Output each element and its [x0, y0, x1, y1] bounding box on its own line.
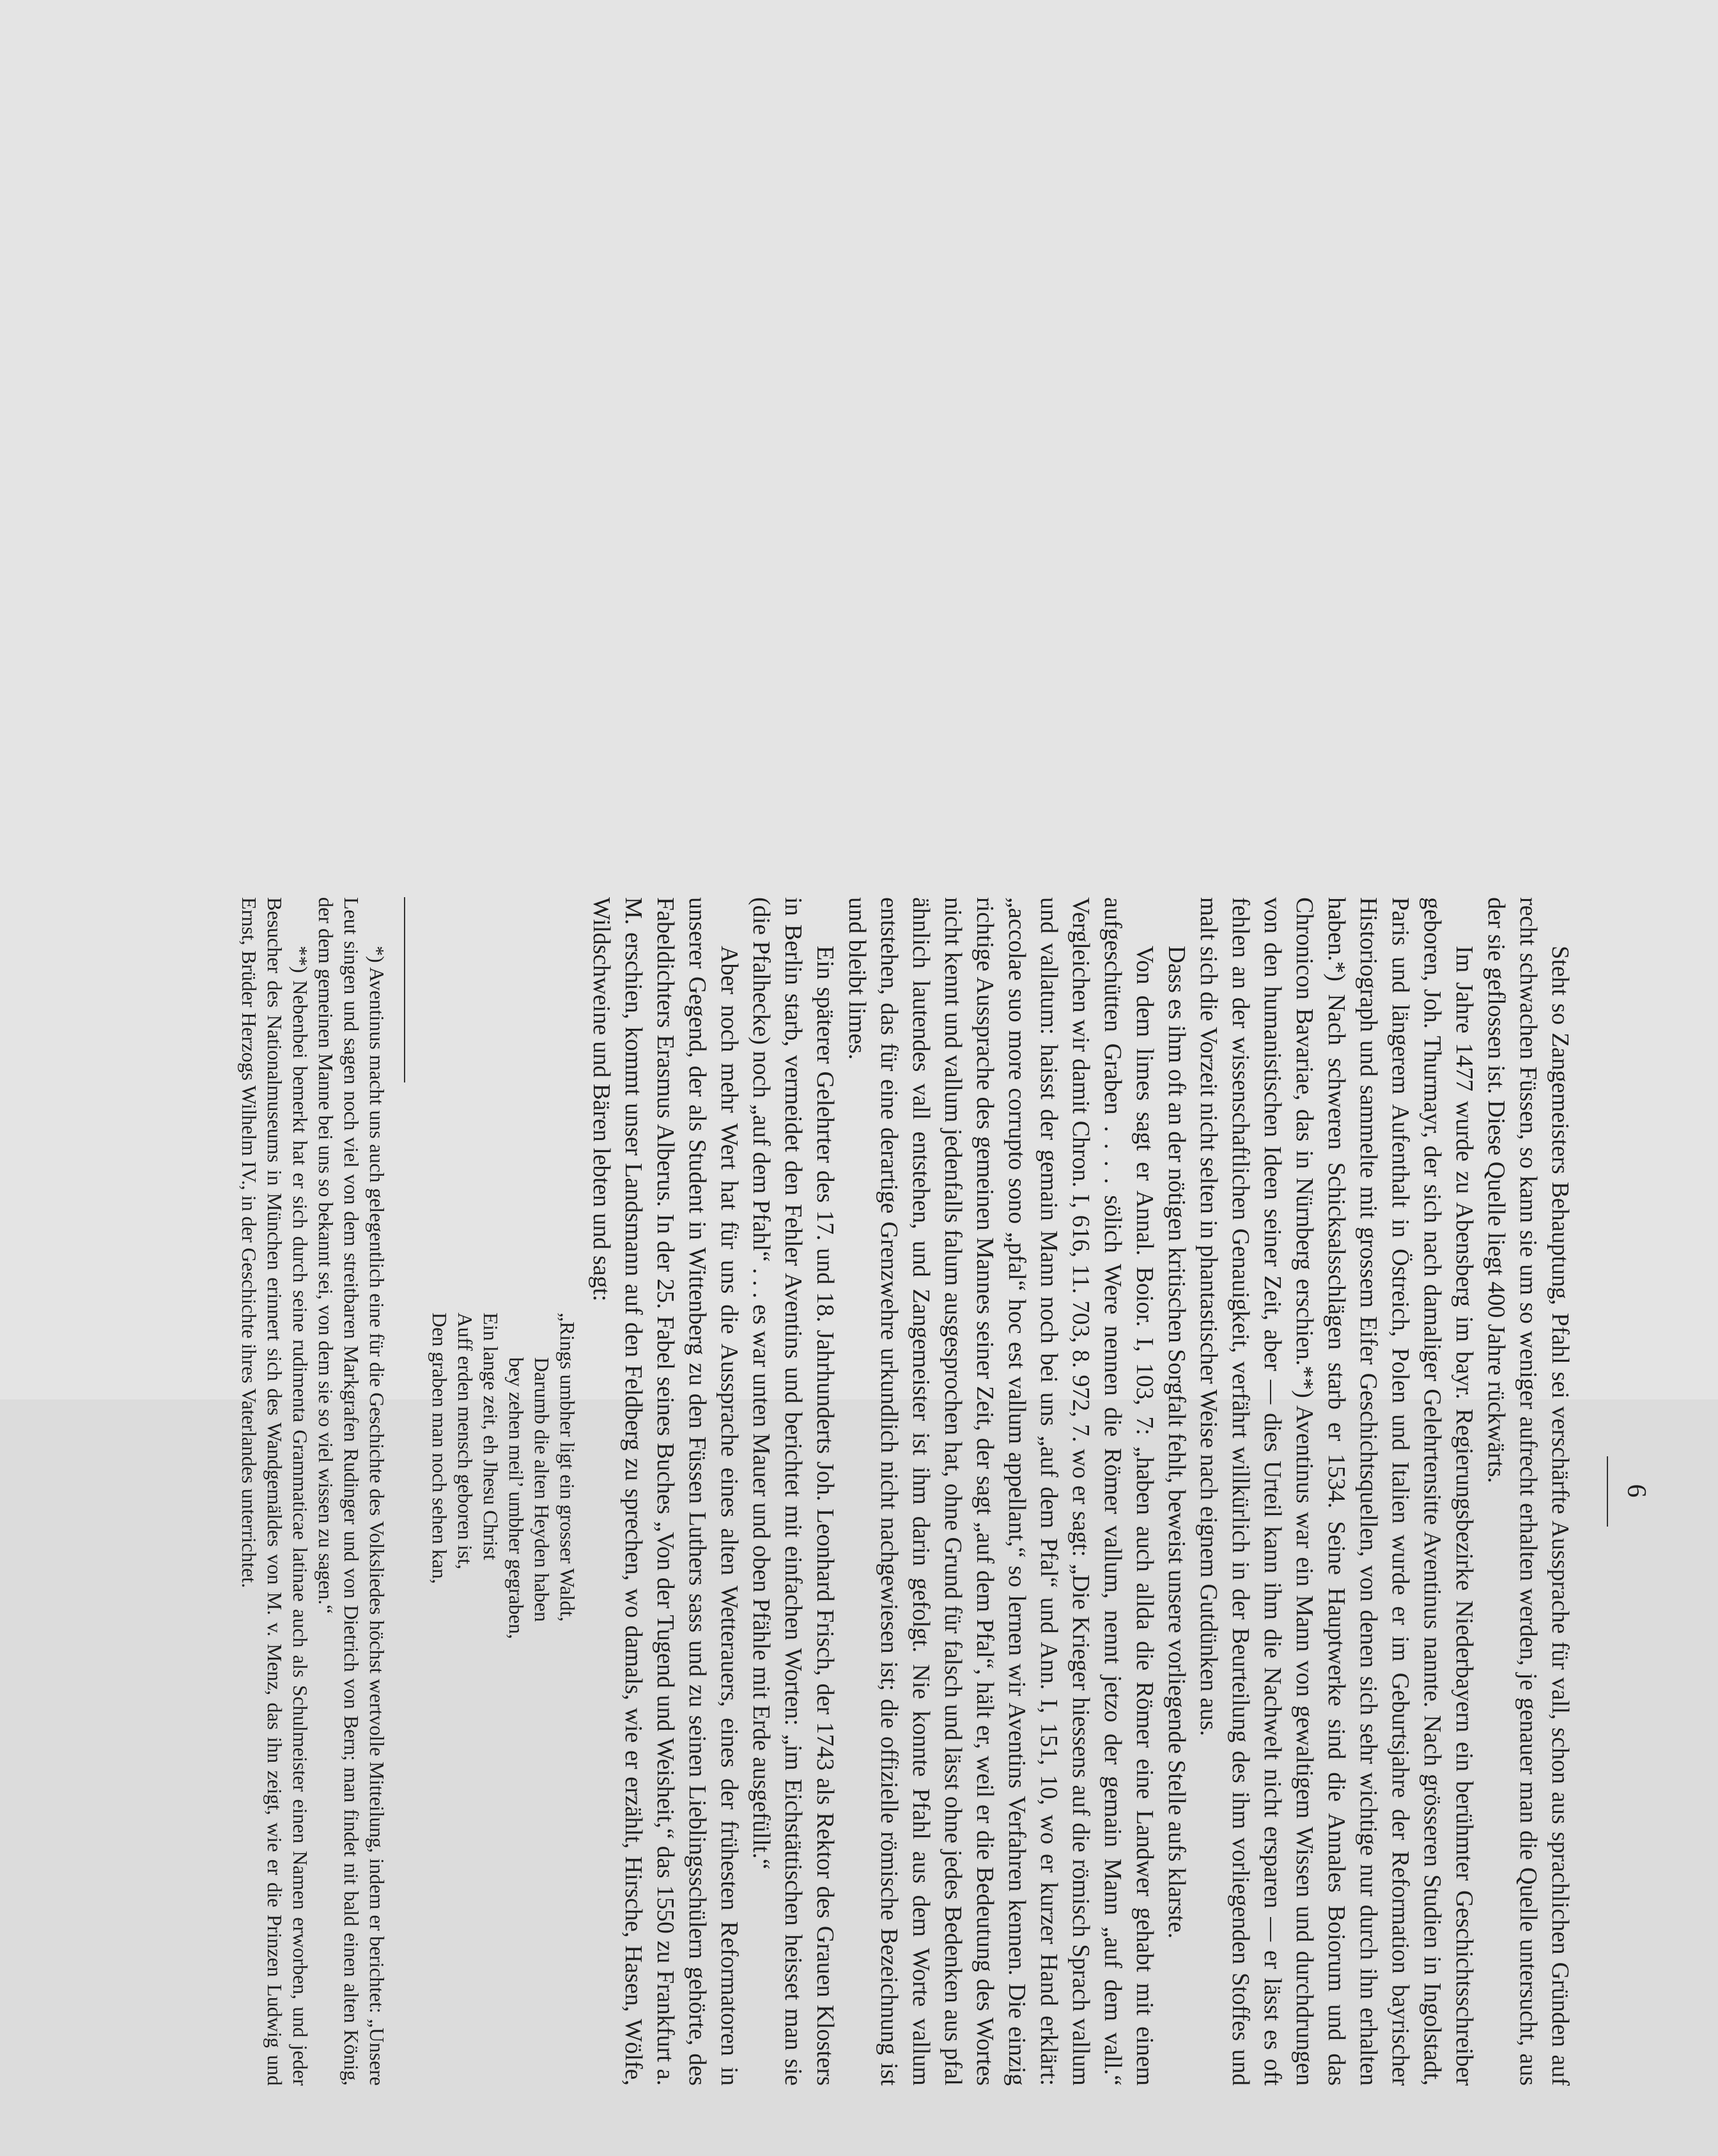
footnote-2: **) Nebenbei bemerkt hat er sich durch seine rudimenta Grammaticae latinae auch als Schulmeister einen Namen erworben, und jeder Besucher des Nationalmuseums in München erinnert sich des Wandgemäldes von M. v. Menz, das ihn zeigt, wie er die Prinzen Ludwig und Ernst, Brüder Herzogs Wilhelm IV., in der Geschichte ihres Vaterlandes unterrichtet.	[238, 897, 312, 2086]
verse-line: Ein lange zeit, eh Jhesu Christ	[479, 1313, 502, 1560]
verse-line: bey zehen meil’ umbher gegraben,	[505, 1357, 528, 1639]
page-number-rule	[1607, 1456, 1608, 1527]
verse-line: Den graben man noch sehen kan,	[428, 1313, 451, 1584]
footnote-1: *) Aventinus macht uns auch gelegentlich eine für die Geschichte des Volksliedes höchst wertvolle Mitteilung, indem er berichtet: „Unsere Leut singen und sagen noch viel von dem streitbaren Markgrafen Rudinger und von Dietrich von Bern; man findet nit bald einen alten König, der dem gemeinen Manne bei uns so bekannt sei, von dem sie so viel wissen zu sagen.“	[314, 897, 389, 2086]
paragraph-1: Steht so Zangemeisters Behauptung, Pfahl sei verschärfte Aussprache für vall, schon aus sprachlichen Gründen auf recht schwachen Füssen, so kann sie um so weniger aufrecht erhalten werden, je genauer man die Quelle untersucht, aus der sie geflossen ist. Diese Quelle liegt 400 Jahre rückwärts.	[1483, 897, 1574, 2086]
verse-line: Auff erden mensch geboren ist,	[454, 1313, 477, 1569]
verse-quotation	[427, 897, 580, 2086]
paragraph-5: Ein späterer Gelehrter des 17. und 18. Jahrhunderts Joh. Leonhard Frisch, der 1743 als Rektor des Grauen Klosters in Berlin starb, vermeidet den Fehler Aventins und berichtet mit einfachen Worten: „im Eichstättischen heisset man sie (die Pfalhecke) noch „auf dem Pfahl“ . . . es war unten Mauer und oben Pfähle mit Erde ausgefüllt.“	[748, 897, 839, 2086]
footnote-separator	[404, 897, 405, 1082]
verse-line: „Rings umbher ligt ein grosser Waldt,	[556, 1313, 579, 1622]
paragraph-3: Dass es ihm oft an der nötigen kritischen Sorgfalt fehlt, beweist unsere vorliegende Stelle aufs klarste.	[1163, 946, 1190, 1939]
body-text	[236, 897, 1576, 2086]
paragraph-4: Von dem limes sagt er Annal. Boior. I, 103, 7: „haben auch allda die Römer eine Landwer gehabt mit einem aufgeschütten Graben . . . . sölich Were nennen die Römer vallum, nennt jetzo der gemain Mann „auf dem vall.“ Vergleichen wir damit Chron. I, 616, 11. 703, 8. 972, 7. wo er sagt: „Die Krieger hiessens auf die römisch Sprach vallum und vallatum: haisst der gemain Mann noch bei uns „auf dem Pfal“ und Ann. I, 151, 10, wo er kurzer Hand erklärt: „accolae suo more corrupto sono „pfal“ hoc est vallum appellant,“ so lernen wir Aventins Verfahren kennen. Die einzig richtige Aussprache des gemeinen Mannes seiner Zeit, der sagt „auf dem Pfal“, hält er, weil er die Bedeutung des Wortes nicht kennt und vallum jedenfalls falum ausgesprochen hat, ohne Grund für falsch und lässt ohne jedes Bedenken aus pfal ähnlich lautendes vall entstehen, und Zangemeister ist ihm darin gefolgt. Nie konnte Pfahl aus dem Worte vallum entstehen, das für eine derartige Grenzwehre urkundlich nicht nachgewiesen ist; die offizielle römische Bezeichnung ist und bleibt limes.	[844, 897, 1158, 2086]
paragraph-2: Im Jahre 1477 wurde zu Abensberg im bayr. Regierungsbezirke Niederbayern ein berühmter Geschichtsschreiber geboren, Joh. Thurmayr, der sich nach damaliger Gelehrtensitte Aventinus nannte. Nach grösseren Studien in Ingolstadt, Paris und längerem Aufenthalt in Östreich, Polen und Italien wurde er im Geburtsjahre der Reformation bayrischer Historiograph und sammelte mit grossem Eifer Geschichtsquellen, von denen sich sehr wichtige nur durch ihn erhalten haben.*) Nach schweren Schicksalsschlägen starb er 1534. Seine Hauptwerke sind die Annales Boiorum und das Chronicon Bavariae, das in Nürnberg erschien.**) Aventinus war ein Mann von gewaltigem Wissen und durchdrungen von den humanistischen Ideen seiner Zeit, aber — dies Urteil kann ihm die Nachwelt nicht ersparen — er lässt es oft fehlen an der wissenschaftlichen Genauigkeit, verfährt willkürlich in der Beurteilung des ihm vorliegenden Stoffes und malt sich die Vorzeit nicht selten in phantastischer Weise nach eignem Gutdünken aus.	[1195, 897, 1478, 2086]
verse-line: Darumb die alten Heyden haben	[530, 1357, 553, 1622]
rotated-page-content	[79, 827, 1690, 2156]
paragraph-6: Aber noch mehr Wert hat für uns die Aussprache eines alten Wetterauers, eines der frühesten Reformatoren in unserer Gegend, der als Student in Wittenberg zu den Füssen Luthers sass und zu seinen Lieblingsschülern gehörte, des Fabeldichters Erasmus Alberus. In der 25. Fabel seines Buches „Von der Tugend und Weisheit,“ das 1550 zu Frankfurt a. M. erschien, kommt unser Landsmann auf den Feldberg zu sprechen, wo damals, wie er erzählt, Hirsche, Hasen, Wölfe, Wildschweine und Bären lebten und sagt:	[588, 897, 743, 2086]
footnotes	[236, 897, 390, 2086]
page-number: 6	[1621, 1484, 1651, 1499]
